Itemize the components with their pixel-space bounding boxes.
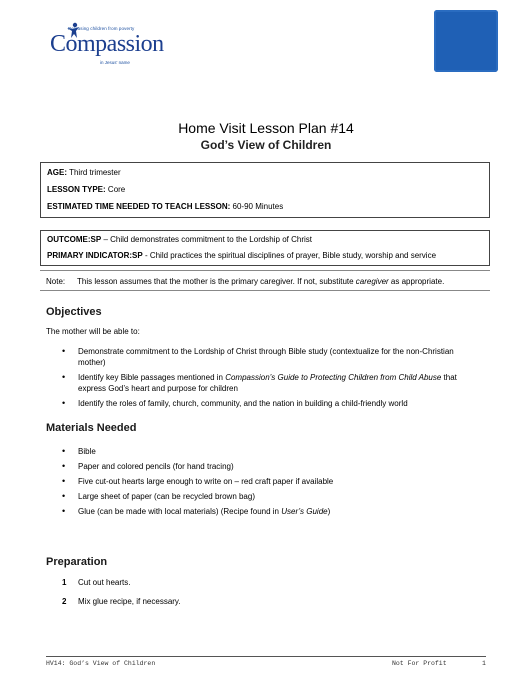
lesson-type-value: Core [105, 185, 126, 194]
list-item [62, 372, 482, 394]
logo-wordmark: Compassion [50, 31, 164, 57]
lesson-info-box [40, 162, 490, 218]
preparation-step [62, 578, 130, 587]
outcome-value: – Child demonstrates commitment to the Lordship of Christ [101, 235, 312, 244]
footer-page-number: 1 [482, 660, 486, 667]
indicator-line [47, 251, 436, 260]
material5-before: Glue (can be made with local materials) (Recipe found in [78, 507, 282, 516]
note-line [46, 277, 444, 286]
list-item [62, 506, 482, 517]
objectives-intro: The mother will be able to: [46, 327, 140, 336]
material5-after: ) [327, 507, 331, 516]
outcome-box [40, 230, 490, 266]
materials-list [62, 446, 482, 521]
compassion-logo [50, 22, 164, 70]
list-item: • Large sheet of paper (can be recycled brown bag) [62, 491, 482, 502]
note-label: Note: [46, 277, 66, 286]
objective2-after: that express God’s heart and purpose for children [78, 373, 457, 393]
lesson-type-line [47, 185, 125, 194]
note-text-after: as appropriate. [388, 277, 445, 286]
material5-italic: User’s Guide [281, 507, 328, 516]
logo-tagline-top: Releasing children from poverty [68, 26, 135, 31]
page-subtitle: God’s View of Children [200, 138, 332, 152]
time-label: ESTIMATED TIME NEEDED TO TEACH LESSON: [47, 202, 231, 211]
step-number: 2 [62, 597, 67, 606]
outcome-label: OUTCOME:SP [47, 235, 102, 244]
list-item: • Paper and colored pencils (for hand tracing) [62, 461, 482, 472]
objective2-italic: Compassion’s Guide to Protecting Children from Child Abuse [225, 373, 442, 382]
age-line [47, 168, 121, 177]
materials-heading: Materials Needed [46, 422, 137, 434]
list-item: • Identify the roles of family, church, community, and the nation in building a child-friendly world [62, 398, 482, 409]
lesson-type-label: LESSON TYPE: [47, 185, 106, 194]
preparation-heading: Preparation [46, 556, 108, 568]
note-italic: caregiver [355, 277, 389, 286]
list-item: • Demonstrate commitment to the Lordship of Christ through Bible study (contextualize for the non-Christian mother) [62, 346, 482, 368]
footer-divider [46, 656, 486, 657]
outcome-line [47, 235, 312, 244]
list-item: • Five cut-out hearts large enough to write on – red craft paper if available [62, 476, 482, 487]
preparation-step [62, 597, 181, 606]
footer-lesson-name: HV14: God’s View of Children [46, 660, 156, 667]
objective2-before: Identify key Bible passages mentioned in [78, 373, 226, 382]
footer-not-for-profit: Not For Profit [392, 660, 447, 667]
step-text: Cut out hearts. [78, 578, 131, 587]
page-footer [46, 660, 486, 667]
age-value: Third trimester [67, 168, 121, 177]
age-label: AGE: [47, 168, 67, 177]
time-value: 60-90 Minutes [230, 202, 284, 211]
note-text-before: This lesson assumes that the mother is the primary caregiver. If not, substitute [77, 277, 356, 286]
list-item: • Bible [62, 446, 482, 457]
time-line [47, 202, 283, 211]
objectives-list [62, 346, 482, 413]
logo-tagline-bottom: in Jesus' name [100, 60, 130, 65]
accent-blue-square [434, 10, 498, 72]
step-text: Mix glue recipe, if necessary. [78, 597, 181, 606]
note-top-divider [40, 270, 490, 271]
step-number: 1 [62, 578, 67, 587]
page-title: Home Visit Lesson Plan #14 [178, 120, 354, 136]
objectives-heading: Objectives [46, 306, 102, 318]
note-bottom-divider [40, 290, 490, 291]
indicator-label: PRIMARY INDICATOR:SP [47, 251, 143, 260]
indicator-value: - Child practices the spiritual disciplines of prayer, Bible study, worship and service [142, 251, 437, 260]
